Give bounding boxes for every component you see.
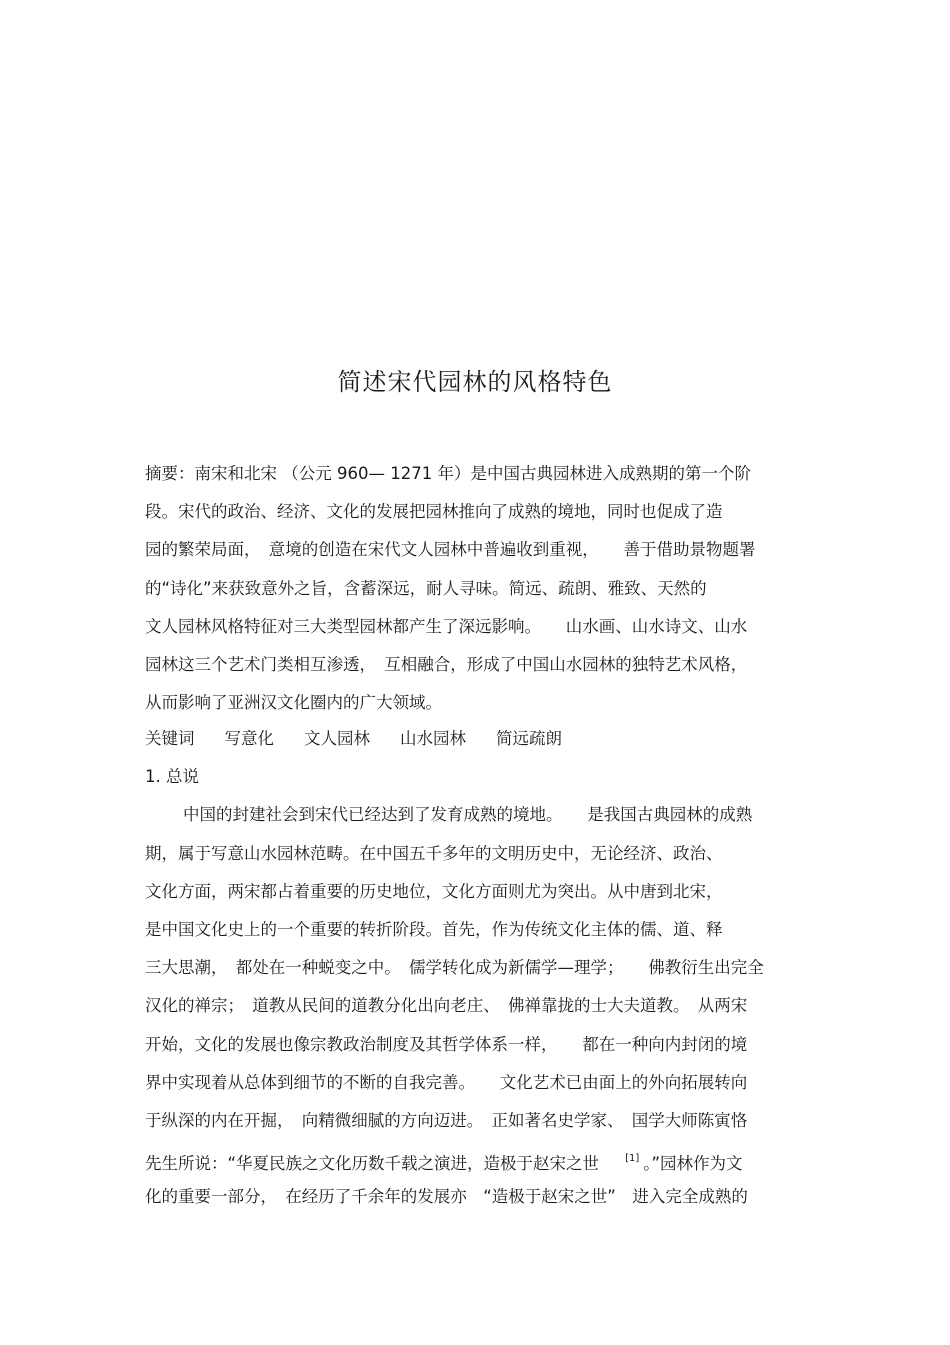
section-heading: 1. 总说 <box>145 767 199 787</box>
quote-text: 先生所说：“华夏民族之文化历数千载之演进，造极于赵宋之世 <box>145 1154 600 1174</box>
paragraph-line: 化的重要一部分， 在经历了千余年的发展亦 “造极于赵宋之世” 进入完全成熟的 <box>145 1187 748 1207</box>
keywords-line <box>145 720 815 758</box>
keywords-label: 关键词 <box>145 729 195 748</box>
paragraph-line: 开始，文化的发展也像宗教政治制度及其哲学体系一样， 都在一种向内封闭的境 <box>145 1034 748 1054</box>
citation-marker[interactable]: [1] <box>625 1153 640 1165</box>
abstract-line: 文人园林风格特征对三大类型园林都产生了深远影响。 山水画、山水诗文、山水 <box>145 616 748 636</box>
paragraph-line: 界中实现着从总体到细节的不断的自我完善。 文化艺术已由面上的外向拓展转向 <box>145 1072 748 1092</box>
paragraph-line: 文化方面，两宋都占着重要的历史地位，文化方面则尤为突出。从中唐到北宋， <box>145 881 723 901</box>
abstract-line: 摘要：南宋和北宋 （公元 960— 1271 年）是中国古典园林进入成熟期的第一个阶 <box>145 464 751 483</box>
paragraph-line <box>145 1140 815 1178</box>
abstract-line: 段。宋代的政治、经济、文化的发展把园林推向了成熟的境地，同时也促成了造 <box>145 502 723 522</box>
abstract-line: 从而影响了亚洲汉文化圈内的广大领域。 <box>145 693 442 713</box>
paragraph-line: 中国的封建社会到宋代已经达到了发育成熟的境地。 是我国古典园林的成熟 <box>183 805 753 825</box>
quote-text: 。”园林作为文 <box>643 1154 743 1174</box>
keyword-item: 简远疏朗 <box>496 729 562 748</box>
abstract-line: 园的繁荣局面， 意境的创造在宋代文人园林中普遍收到重视， 善于借助景物题署 <box>145 540 756 560</box>
abstract-line: 园林这三个艺术门类相互渗透， 互相融合，形成了中国山水园林的独特艺术风格， <box>145 654 748 674</box>
paragraph-line: 三大思潮， 都处在一种蜕变之中。 儒学转化成为新儒学—理学； 佛教衍生出完全 <box>145 958 764 978</box>
abstract <box>145 455 815 722</box>
paragraph-line: 是中国文化史上的一个重要的转折阶段。首先，作为传统文化主体的儒、道、释 <box>145 919 723 939</box>
paragraph-line: 汉化的禅宗； 道教从民间的道教分化出向老庄、 佛禅靠拢的士大夫道教。 从两宋 <box>145 996 748 1016</box>
abstract-line: 的“诗化”来获致意外之旨，含蓄深远，耐人寻味。简远、疏朗、雅致、天然的 <box>145 578 707 598</box>
page-title: 简述宋代园林的风格特色 <box>337 368 613 396</box>
paragraph-line: 于纵深的内在开掘， 向精微细腻的方向迈进。 正如著名史学家、 国学大师陈寅恪 <box>145 1110 748 1130</box>
paragraph-line: 期，属于写意山水园林范畴。在中国五千多年的文明历史中，无论经济、政治、 <box>145 843 723 863</box>
keyword-item: 写意化 <box>224 729 274 748</box>
keyword-item: 山水园林 <box>400 729 466 748</box>
keyword-item: 文人园林 <box>304 729 370 748</box>
body-section <box>145 720 815 1216</box>
